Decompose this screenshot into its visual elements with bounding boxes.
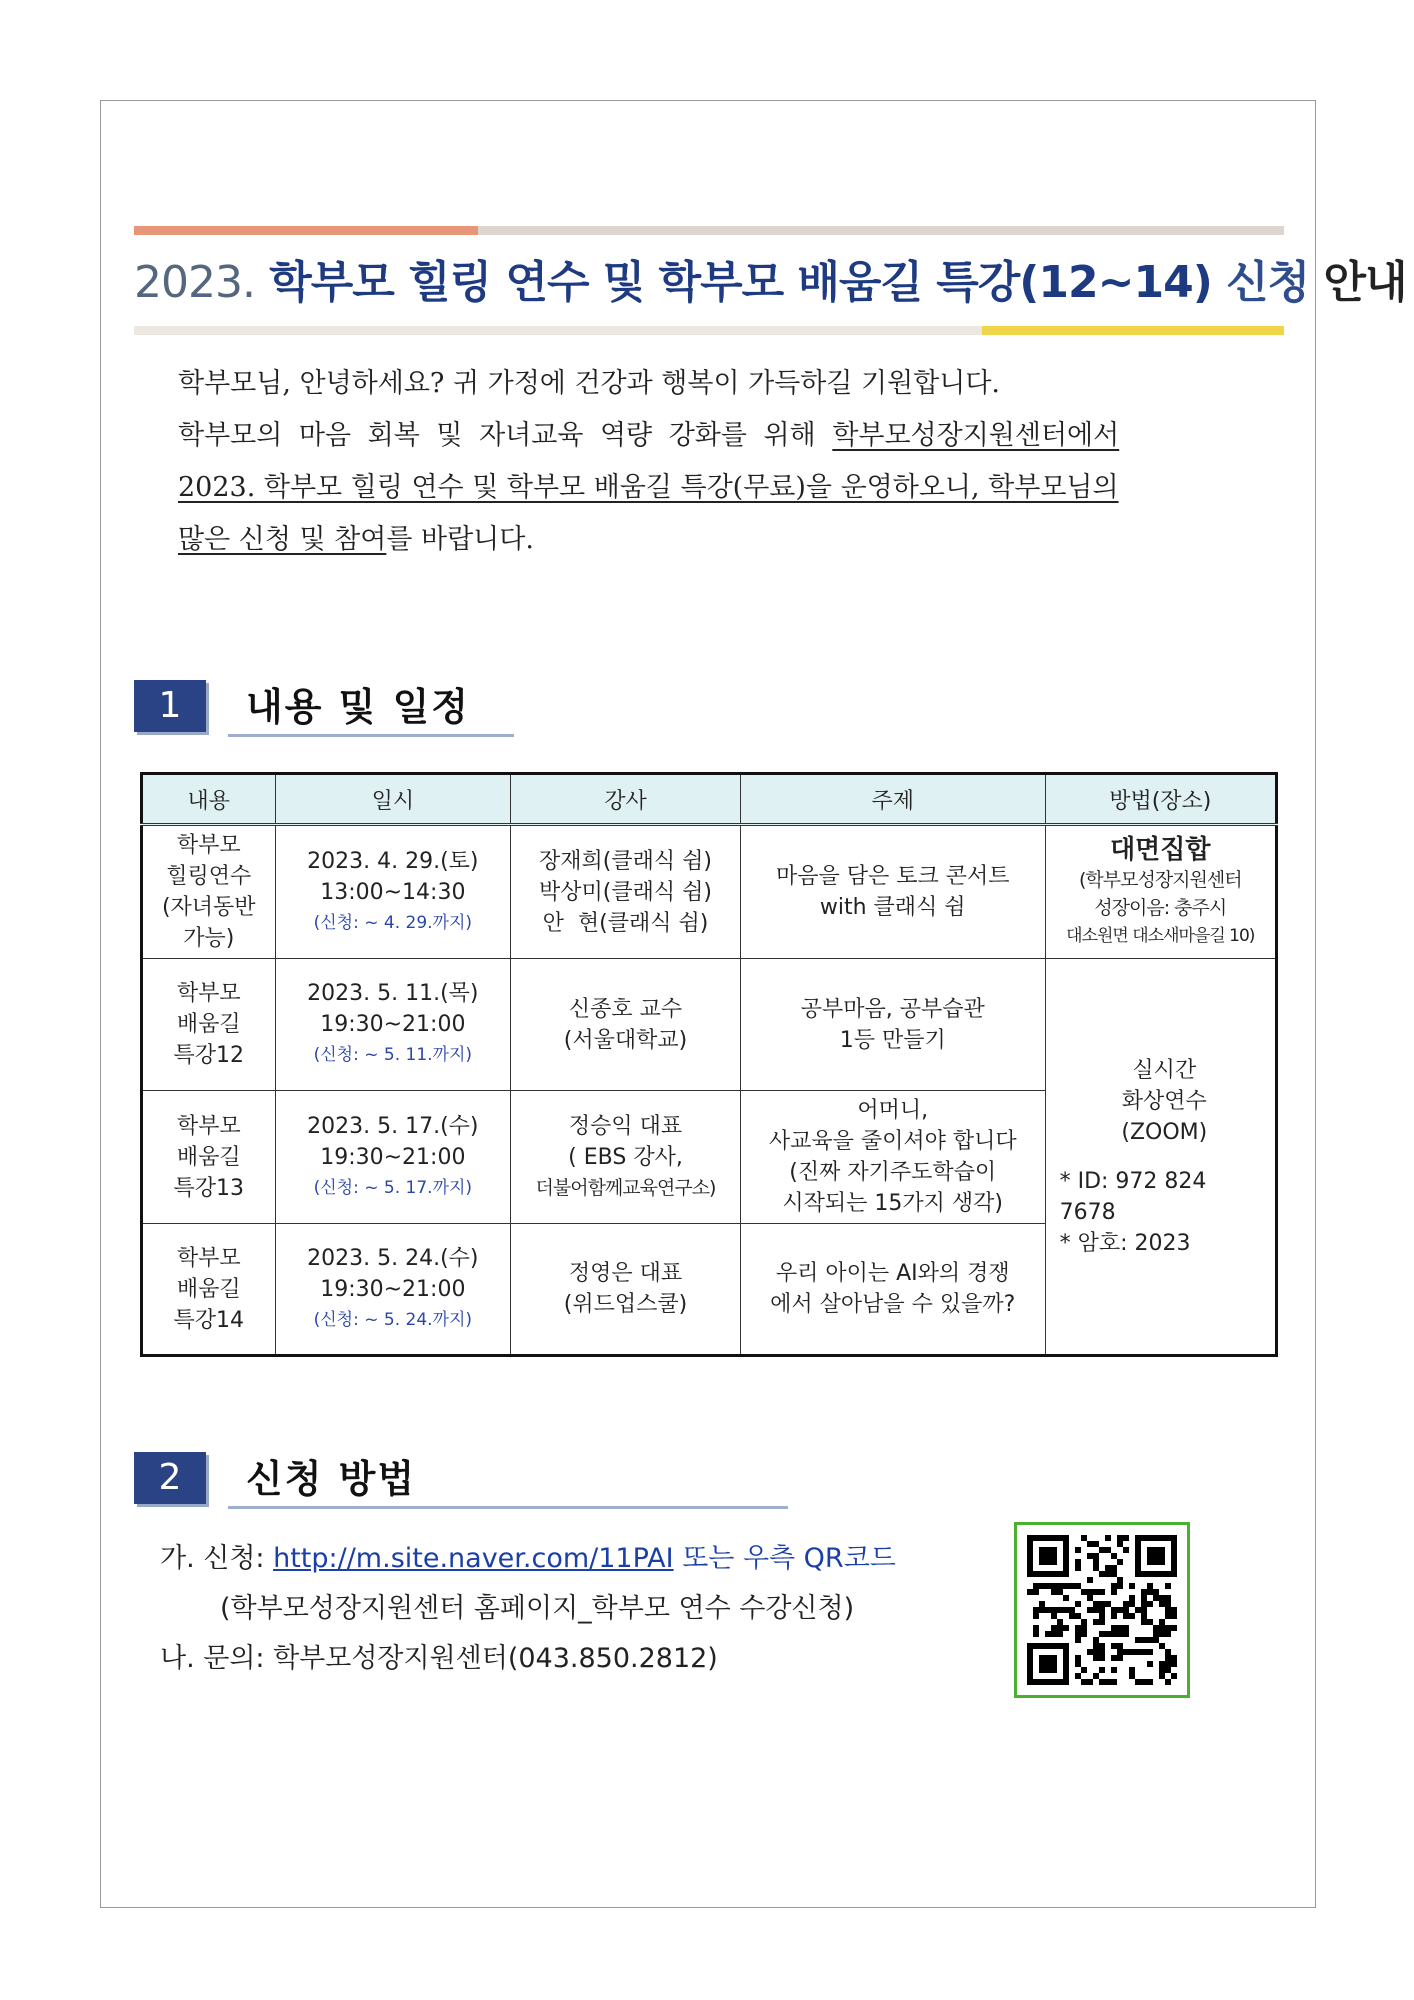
text-line: 장재희(클래식 쉼) xyxy=(539,848,712,874)
header-lecturer: 강사 xyxy=(511,774,741,825)
zoom-id: * ID: 972 824 7678 xyxy=(1059,1168,1207,1225)
method-line: 화상연수 xyxy=(1121,1088,1207,1114)
method-line: 실시간 xyxy=(1132,1057,1197,1083)
text-line: 학부모 xyxy=(176,1113,241,1139)
cell-topic xyxy=(740,1224,1045,1356)
text-line: 정영은 대표 xyxy=(568,1261,683,1286)
apply-link[interactable]: http://m.site.naver.com/11PAI xyxy=(273,1543,674,1574)
section-2-heading xyxy=(134,1452,794,1508)
header-datetime: 일시 xyxy=(275,774,511,825)
text-line: 배움길 xyxy=(176,1276,241,1302)
title-bar-top-left xyxy=(134,226,478,235)
cell-content xyxy=(142,1224,276,1356)
qr-code-icon[interactable] xyxy=(1014,1522,1190,1698)
text-line: 정승익 대표 xyxy=(568,1113,683,1139)
text-line: 1등 만들기 xyxy=(839,1027,946,1053)
cell-method-online xyxy=(1045,959,1276,1356)
method-detail: (학부모성장지원센터 xyxy=(1078,868,1242,891)
table-row xyxy=(142,959,1277,1091)
section-number: 1 xyxy=(134,680,206,732)
page-title xyxy=(134,238,1407,328)
intro-line-part: 학부모의 마음 회복 및 자녀교육 역량 강화를 위해 xyxy=(178,420,833,451)
cell-topic xyxy=(740,959,1045,1091)
cell-lecturer xyxy=(511,1091,741,1224)
text-line: 가능) xyxy=(183,926,235,951)
apply-note: (학부모성장지원센터 홈페이지_학부모 연수 수강신청) xyxy=(220,1593,855,1624)
text-line: 공부마음, 공부습관 xyxy=(800,996,985,1022)
cell-lecturer xyxy=(511,1224,741,1356)
header-content: 내용 xyxy=(142,774,276,825)
text-line: 특강13 xyxy=(173,1175,245,1201)
text-line: with 클래식 쉼 xyxy=(819,895,966,920)
spacer xyxy=(1060,1148,1269,1166)
date: 2023. 4. 29.(토) xyxy=(307,848,479,874)
cell-topic xyxy=(740,825,1045,959)
cell-datetime xyxy=(275,1091,511,1224)
text-line: (진짜 자기주도학습이 xyxy=(789,1160,997,1185)
deadline: (신청: ~ 5. 24.까지) xyxy=(313,1309,473,1330)
inquiry-line: 나. 문의: 학부모성장지원센터(043.850.2812) xyxy=(160,1643,718,1674)
deadline: (신청: ~ 4. 29.까지) xyxy=(313,912,473,933)
section-title: 신청 방법 xyxy=(246,1457,417,1501)
time: 13:00~14:30 xyxy=(320,879,466,905)
qr-code-graphic xyxy=(1017,1525,1187,1695)
text-line: 어머니, xyxy=(857,1098,929,1123)
text-line: 마음을 담은 토크 콘서트 xyxy=(775,864,1010,889)
zoom-password: * 암호: 2023 xyxy=(1059,1230,1191,1256)
text-line: 배움길 xyxy=(176,1144,241,1170)
text-line: 더불어함께교육연구소) xyxy=(535,1176,716,1199)
cell-method-inperson xyxy=(1045,825,1276,959)
date: 2023. 5. 11.(목) xyxy=(307,981,479,1006)
intro-underlined: 학부모성장지원센터에서 xyxy=(832,420,1120,451)
title-bar-top-right xyxy=(478,226,1284,235)
date: 2023. 5. 17.(수) xyxy=(307,1113,479,1139)
title-year: 2023. xyxy=(134,257,255,308)
text-line: 신종호 교수 xyxy=(568,996,683,1022)
time: 19:30~21:00 xyxy=(320,1276,466,1302)
text-line: 에서 살아남을 수 있을까? xyxy=(770,1292,1016,1317)
cell-content xyxy=(142,1091,276,1224)
method-detail: 성장이음: 충주시 xyxy=(1094,896,1227,919)
apply-line xyxy=(160,1534,896,1584)
title-end: 안내 xyxy=(1323,257,1407,308)
text-line: (위드업스쿨) xyxy=(563,1292,688,1317)
intro-text xyxy=(178,358,1264,566)
intro-line xyxy=(178,514,1264,566)
intro-line xyxy=(178,410,1264,462)
method-line: (ZOOM) xyxy=(1121,1119,1208,1145)
cell-content xyxy=(142,825,276,959)
section-number: 2 xyxy=(134,1452,206,1504)
title-apply: 신청 xyxy=(1226,257,1310,308)
text-line: 힐링연수 xyxy=(166,864,252,889)
text-line: 시작되는 15가지 생각) xyxy=(782,1191,1004,1216)
text-line: 안 현(클래식 쉼) xyxy=(542,910,709,936)
text-line: 우리 아이는 AI와의 경쟁 xyxy=(775,1261,1010,1286)
header-topic: 주제 xyxy=(740,774,1045,825)
cell-content xyxy=(142,959,276,1091)
cell-datetime xyxy=(275,959,511,1091)
text-line: 배움길 xyxy=(176,1012,241,1037)
title-bar-bottom-left xyxy=(134,326,982,335)
intro-underlined: 많은 신청 및 참여 xyxy=(178,524,387,555)
text-line: ( EBS 강사, xyxy=(568,1144,683,1170)
section-underline xyxy=(228,734,514,737)
table-row xyxy=(142,825,1277,959)
apply-label: 가. 신청: xyxy=(160,1543,274,1574)
text-line: 박상미(클래식 쉼) xyxy=(539,879,712,905)
date: 2023. 5. 24.(수) xyxy=(307,1245,479,1271)
title-bar-bottom-right xyxy=(982,326,1284,335)
time: 19:30~21:00 xyxy=(320,1012,466,1037)
cell-lecturer xyxy=(511,825,741,959)
apply-qr-text: 또는 우측 QR코드 xyxy=(673,1543,896,1574)
cell-datetime xyxy=(275,1224,511,1356)
text-line: 특강14 xyxy=(173,1307,245,1333)
text-line: 학부모 xyxy=(176,1245,241,1271)
text-line: 학부모 xyxy=(176,833,241,858)
section-title: 내용 및 일정 xyxy=(246,685,470,729)
cell-lecturer xyxy=(511,959,741,1091)
header-method: 방법(장소) xyxy=(1045,774,1276,825)
intro-line-part: 를 바랍니다. xyxy=(386,524,534,555)
method-detail: 대소원면 대소새마을길 10) xyxy=(1066,925,1255,946)
text-line: (자녀동반 xyxy=(161,895,256,920)
cell-datetime xyxy=(275,825,511,959)
time: 19:30~21:00 xyxy=(320,1144,466,1170)
deadline: (신청: ~ 5. 17.까지) xyxy=(313,1177,473,1198)
title-main: 학부모 힐링 연수 및 학부모 배움길 특강(12~14) xyxy=(269,257,1212,308)
deadline: (신청: ~ 5. 11.까지) xyxy=(313,1045,473,1065)
intro-line: 2023. 학부모 힐링 연수 및 학부모 배움길 특강(무료)을 운영하오니, 학부모님의 xyxy=(178,472,1119,503)
method-main: 대면집합 xyxy=(1110,834,1211,865)
text-line: 특강12 xyxy=(173,1043,245,1068)
text-line: (서울대학교) xyxy=(563,1027,688,1053)
schedule-table xyxy=(140,772,1278,1357)
table-header-row xyxy=(142,774,1277,825)
section-1-heading xyxy=(134,680,514,736)
intro-line: 학부모님, 안녕하세요? 귀 가정에 건강과 행복이 가득하길 기원합니다. xyxy=(178,368,1001,399)
application-method xyxy=(160,1534,896,1684)
cell-topic xyxy=(740,1091,1045,1224)
text-line: 학부모 xyxy=(176,981,241,1006)
section-underline xyxy=(228,1506,788,1509)
text-line: 사교육을 줄이셔야 합니다 xyxy=(768,1129,1017,1154)
